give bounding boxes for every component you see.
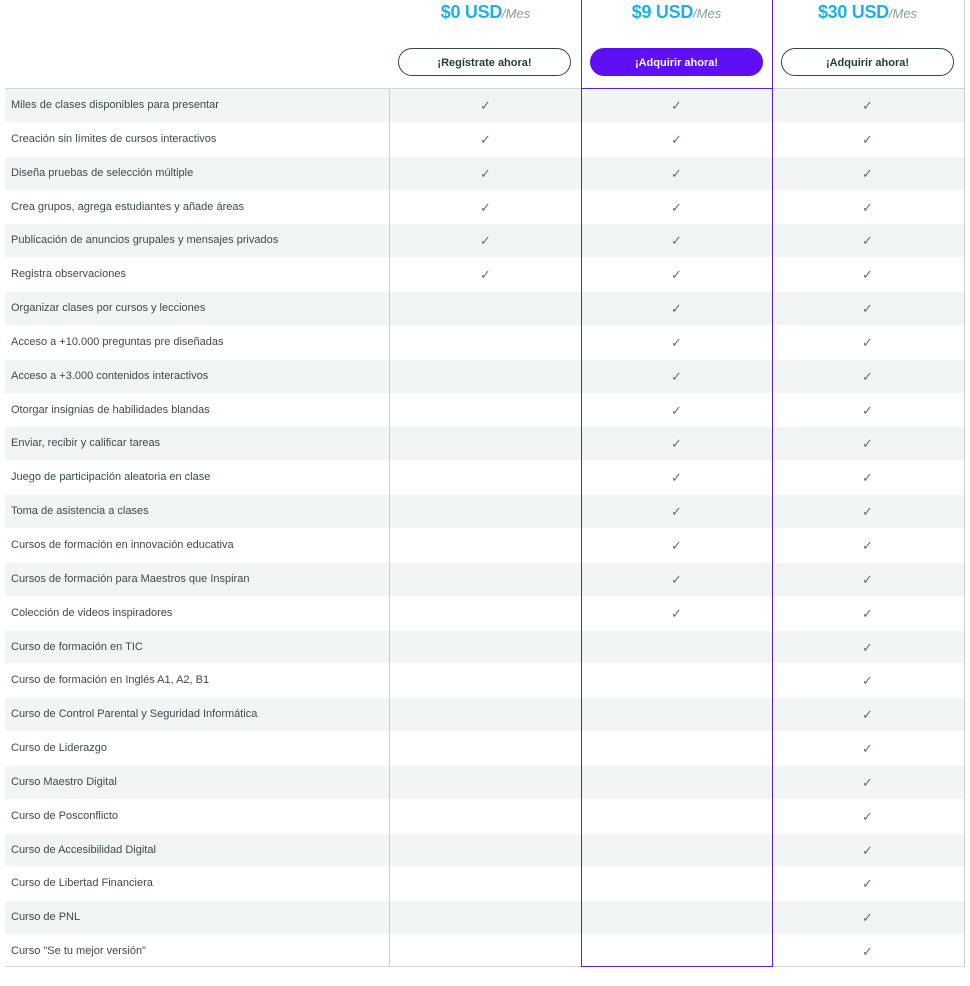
cell-premium bbox=[772, 326, 963, 359]
cell-free bbox=[390, 427, 581, 460]
plan-free bbox=[390, 0, 581, 88]
table-row bbox=[5, 258, 965, 292]
check-icon: ✓ bbox=[671, 268, 682, 284]
cell-premium bbox=[772, 495, 963, 528]
pricing-table bbox=[5, 0, 965, 967]
table-row bbox=[5, 834, 965, 868]
feature-label: Colección de videos inspiradores bbox=[11, 606, 173, 619]
plan-free-price bbox=[390, 2, 581, 23]
cell-free bbox=[390, 461, 581, 494]
check-icon: ✓ bbox=[671, 234, 682, 250]
feature-label: Curso de Liderazgo bbox=[11, 742, 108, 755]
cell-premium bbox=[772, 834, 963, 867]
table-row bbox=[5, 89, 965, 123]
cell-free bbox=[390, 224, 581, 257]
cell-basic bbox=[581, 597, 772, 630]
table-row bbox=[5, 123, 965, 157]
check-icon: ✓ bbox=[862, 234, 873, 250]
cell-basic bbox=[581, 834, 772, 867]
table-row bbox=[5, 631, 965, 665]
check-icon: ✓ bbox=[671, 538, 682, 554]
cell-basic bbox=[581, 631, 772, 664]
cell-free bbox=[390, 123, 581, 156]
cell-premium bbox=[772, 800, 963, 833]
check-icon: ✓ bbox=[862, 268, 873, 284]
check-icon: ✓ bbox=[862, 505, 873, 521]
check-icon: ✓ bbox=[671, 505, 682, 521]
check-icon: ✓ bbox=[862, 742, 873, 758]
cell-free bbox=[390, 935, 581, 968]
check-icon: ✓ bbox=[480, 200, 491, 216]
table-row bbox=[5, 698, 965, 732]
feature-label: Curso "Se tu mejor versión" bbox=[11, 945, 146, 958]
cell-basic bbox=[581, 394, 772, 427]
feature-label: Curso de Posconflicto bbox=[11, 809, 118, 822]
cell-basic bbox=[581, 224, 772, 257]
cell-basic bbox=[581, 157, 772, 190]
check-icon: ✓ bbox=[671, 471, 682, 487]
price-period: /Mes bbox=[502, 6, 531, 21]
table-row bbox=[5, 360, 965, 394]
cell-free bbox=[390, 563, 581, 596]
cell-basic bbox=[581, 800, 772, 833]
feature-label: Diseña pruebas de selección múltiple bbox=[11, 166, 194, 179]
table-row bbox=[5, 935, 965, 969]
cell-premium bbox=[772, 157, 963, 190]
feature-label: Curso de formación en Inglés A1, A2, B1 bbox=[11, 674, 210, 687]
cell-free bbox=[390, 834, 581, 867]
cell-premium bbox=[772, 427, 963, 460]
buy-premium-button[interactable]: ¡Adquirir ahora! bbox=[781, 48, 954, 76]
check-icon: ✓ bbox=[862, 538, 873, 554]
feature-label: Acceso a +3.000 contenidos interactivos bbox=[11, 369, 209, 382]
highlight-column-bottom-border bbox=[581, 966, 773, 967]
cell-free bbox=[390, 89, 581, 122]
check-icon: ✓ bbox=[862, 674, 873, 690]
table-right-border bbox=[964, 0, 965, 967]
cell-basic bbox=[581, 495, 772, 528]
table-row bbox=[5, 224, 965, 258]
cell-basic bbox=[581, 326, 772, 359]
check-icon: ✓ bbox=[671, 572, 682, 588]
price-amount: $0 USD bbox=[440, 2, 503, 22]
cell-basic bbox=[581, 529, 772, 562]
check-icon: ✓ bbox=[671, 132, 682, 148]
check-icon: ✓ bbox=[480, 132, 491, 148]
check-icon: ✓ bbox=[862, 99, 873, 114]
feature-label: Creación sin límites de cursos interactivos bbox=[11, 132, 217, 145]
check-icon: ✓ bbox=[862, 403, 873, 419]
table-row bbox=[5, 394, 965, 428]
check-icon: ✓ bbox=[862, 335, 873, 351]
check-icon: ✓ bbox=[862, 572, 873, 588]
check-icon: ✓ bbox=[862, 166, 873, 182]
table-row bbox=[5, 461, 965, 495]
cell-free bbox=[390, 495, 581, 528]
table-row bbox=[5, 664, 965, 698]
plan-basic-price bbox=[581, 2, 772, 23]
check-icon: ✓ bbox=[671, 606, 682, 622]
cell-premium bbox=[772, 732, 963, 765]
cell-premium bbox=[772, 766, 963, 799]
check-icon: ✓ bbox=[862, 945, 873, 961]
cell-premium bbox=[772, 935, 963, 968]
check-icon: ✓ bbox=[862, 843, 873, 859]
cell-premium bbox=[772, 360, 963, 393]
check-icon: ✓ bbox=[480, 166, 491, 182]
table-row bbox=[5, 867, 965, 901]
cell-free bbox=[390, 394, 581, 427]
plan-premium bbox=[772, 0, 963, 88]
cell-free bbox=[390, 867, 581, 900]
cell-basic bbox=[581, 766, 772, 799]
cell-free bbox=[390, 664, 581, 697]
cell-premium bbox=[772, 698, 963, 731]
cell-premium bbox=[772, 867, 963, 900]
feature-label: Miles de clases disponibles para presentar bbox=[11, 99, 219, 111]
table-row bbox=[5, 901, 965, 935]
check-icon: ✓ bbox=[480, 99, 491, 114]
check-icon: ✓ bbox=[480, 268, 491, 284]
table-row bbox=[5, 427, 965, 461]
cell-premium bbox=[772, 191, 963, 224]
feature-label: Acceso a +10.000 preguntas pre diseñadas bbox=[11, 335, 224, 348]
cell-basic bbox=[581, 191, 772, 224]
price-amount: $30 USD bbox=[817, 2, 889, 22]
check-icon: ✓ bbox=[671, 335, 682, 351]
check-icon: ✓ bbox=[862, 471, 873, 487]
table-row bbox=[5, 800, 965, 834]
check-icon: ✓ bbox=[671, 166, 682, 182]
check-icon: ✓ bbox=[862, 369, 873, 385]
cell-premium bbox=[772, 123, 963, 156]
cell-free bbox=[390, 698, 581, 731]
cell-basic bbox=[581, 360, 772, 393]
cell-premium bbox=[772, 901, 963, 934]
column-divider bbox=[389, 89, 390, 966]
cell-free bbox=[390, 258, 581, 291]
cell-free bbox=[390, 800, 581, 833]
check-icon: ✓ bbox=[862, 200, 873, 216]
check-icon: ✓ bbox=[480, 234, 491, 250]
price-period: /Mes bbox=[888, 6, 918, 21]
cell-basic bbox=[581, 123, 772, 156]
cell-free bbox=[390, 732, 581, 765]
cell-premium bbox=[772, 258, 963, 291]
check-icon: ✓ bbox=[862, 606, 873, 622]
feature-label: Otorgar insignias de habilidades blandas bbox=[11, 403, 210, 416]
table-row bbox=[5, 766, 965, 800]
check-icon: ✓ bbox=[671, 369, 682, 385]
table-row bbox=[5, 191, 965, 225]
check-icon: ✓ bbox=[671, 437, 682, 453]
cell-basic bbox=[581, 664, 772, 697]
cell-basic bbox=[581, 292, 772, 325]
check-icon: ✓ bbox=[862, 302, 873, 318]
check-icon: ✓ bbox=[671, 302, 682, 318]
cell-premium bbox=[772, 631, 963, 664]
table-row bbox=[5, 495, 965, 529]
cell-premium bbox=[772, 597, 963, 630]
feature-label: Curso de PNL bbox=[11, 911, 81, 924]
cell-premium bbox=[772, 461, 963, 494]
cell-free bbox=[390, 529, 581, 562]
highlight-column-border-right bbox=[772, 0, 773, 967]
cell-basic bbox=[581, 935, 772, 968]
check-icon: ✓ bbox=[862, 437, 873, 453]
feature-label: Juego de participación aleatoria en clase bbox=[11, 471, 211, 484]
feature-rows bbox=[5, 89, 965, 969]
cell-basic bbox=[581, 732, 772, 765]
cell-free bbox=[390, 326, 581, 359]
check-icon: ✓ bbox=[862, 809, 873, 825]
table-row bbox=[5, 292, 965, 326]
table-row bbox=[5, 529, 965, 563]
cell-free bbox=[390, 157, 581, 190]
cell-free bbox=[390, 901, 581, 934]
check-icon: ✓ bbox=[862, 775, 873, 791]
check-icon: ✓ bbox=[862, 640, 873, 656]
cell-basic bbox=[581, 258, 772, 291]
feature-label: Crea grupos, agrega estudiantes y añade áreas bbox=[11, 200, 244, 213]
check-icon: ✓ bbox=[862, 877, 873, 893]
cell-free bbox=[390, 597, 581, 630]
feature-label: Curso de formación en TIC bbox=[11, 640, 143, 653]
price-amount: $9 USD bbox=[631, 2, 694, 22]
feature-label: Curso Maestro Digital bbox=[11, 775, 117, 788]
plan-basic bbox=[581, 0, 772, 88]
cell-free bbox=[390, 191, 581, 224]
check-icon: ✓ bbox=[671, 200, 682, 216]
cell-basic bbox=[581, 89, 772, 122]
pricing-header bbox=[5, 0, 965, 89]
cell-premium bbox=[772, 394, 963, 427]
cell-free bbox=[390, 360, 581, 393]
check-icon: ✓ bbox=[862, 708, 873, 724]
highlight-column-border-left bbox=[581, 0, 582, 967]
feature-label: Enviar, recibir y calificar tareas bbox=[11, 437, 161, 450]
cell-premium bbox=[772, 529, 963, 562]
table-row bbox=[5, 157, 965, 191]
cell-free bbox=[390, 292, 581, 325]
cell-premium bbox=[772, 224, 963, 257]
cell-premium bbox=[772, 89, 963, 122]
plan-premium-price bbox=[772, 2, 963, 23]
feature-label: Curso de Accesibilidad Digital bbox=[11, 843, 156, 856]
feature-label: Curso de Control Parental y Seguridad Informática bbox=[11, 708, 258, 721]
cell-premium bbox=[772, 292, 963, 325]
check-icon: ✓ bbox=[862, 911, 873, 927]
buy-basic-button[interactable]: ¡Adquirir ahora! bbox=[590, 48, 763, 76]
cell-basic bbox=[581, 461, 772, 494]
register-now-button[interactable]: ¡Regístrate ahora! bbox=[398, 48, 571, 76]
cell-basic bbox=[581, 563, 772, 596]
feature-label: Curso de Libertad Financiera bbox=[11, 877, 153, 890]
highlight-column-header-border bbox=[581, 88, 773, 89]
feature-label: Toma de asistencia a clases bbox=[11, 505, 149, 518]
cell-premium bbox=[772, 563, 963, 596]
cell-free bbox=[390, 766, 581, 799]
cell-basic bbox=[581, 867, 772, 900]
cell-basic bbox=[581, 427, 772, 460]
check-icon: ✓ bbox=[671, 99, 682, 114]
feature-label: Cursos de formación en innovación educativa bbox=[11, 538, 234, 551]
table-row bbox=[5, 326, 965, 360]
table-row bbox=[5, 597, 965, 631]
feature-label: Registra observaciones bbox=[11, 268, 126, 281]
check-icon: ✓ bbox=[862, 132, 873, 148]
table-row bbox=[5, 563, 965, 597]
cell-free bbox=[390, 631, 581, 664]
feature-label: Cursos de formación para Maestros que Inspiran bbox=[11, 572, 250, 585]
feature-label: Organizar clases por cursos y lecciones bbox=[11, 302, 206, 315]
cell-basic bbox=[581, 901, 772, 934]
table-row bbox=[5, 732, 965, 766]
feature-label: Publicación de anuncios grupales y mensajes privados bbox=[11, 234, 279, 247]
price-period: /Mes bbox=[693, 6, 722, 21]
cell-premium bbox=[772, 664, 963, 697]
check-icon: ✓ bbox=[671, 403, 682, 419]
cell-basic bbox=[581, 698, 772, 731]
